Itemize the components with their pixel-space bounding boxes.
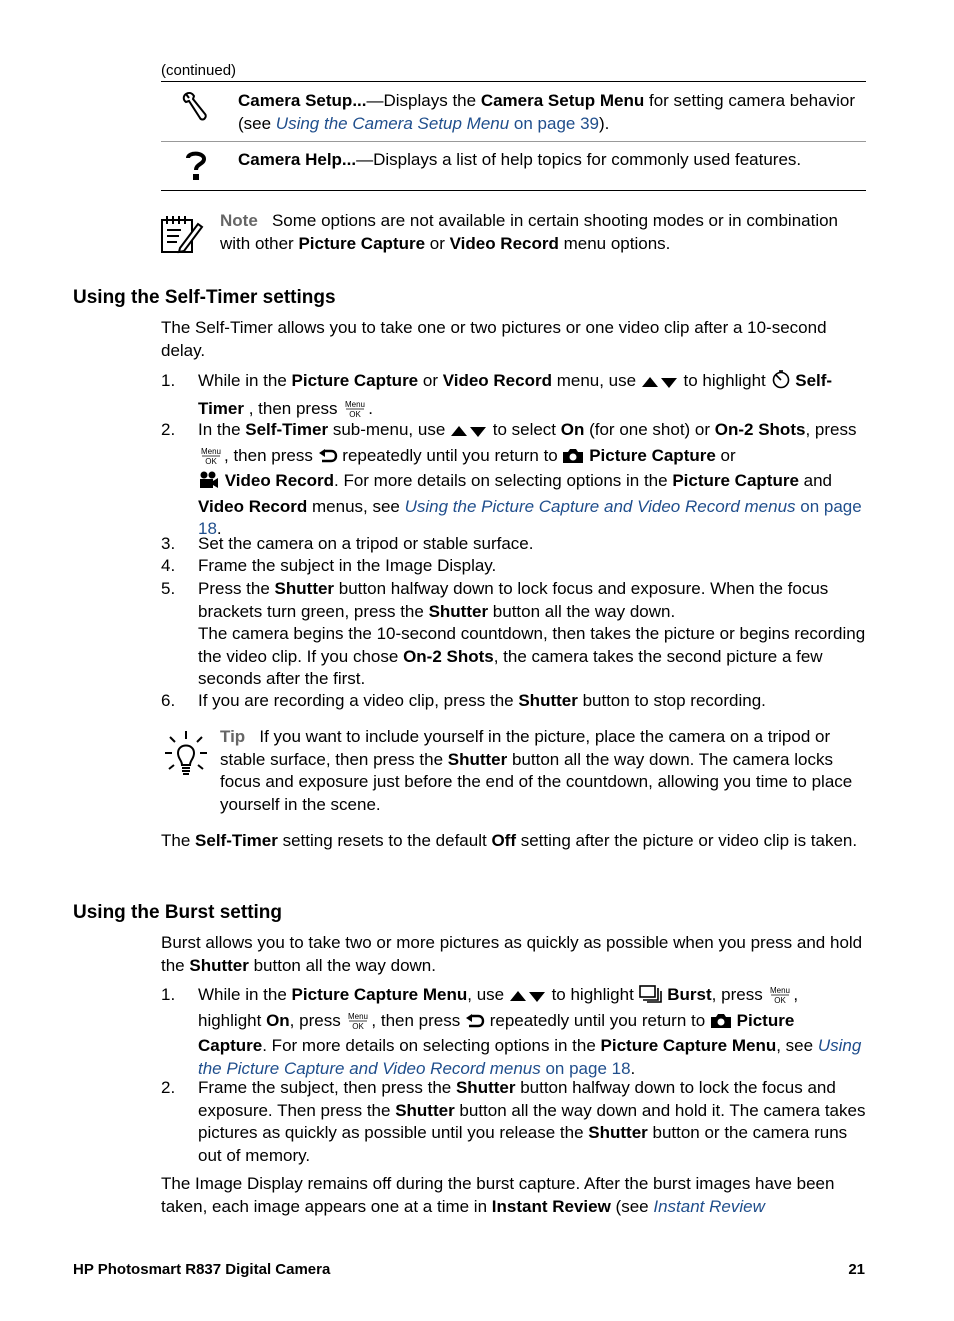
- text: .: [630, 1058, 636, 1078]
- list-item: [161, 984, 866, 1080]
- text: On: [560, 420, 585, 439]
- camera-setup-term: Camera Setup...: [238, 91, 367, 110]
- svg-text:Menu: Menu: [200, 446, 222, 456]
- text: button all the way down. The camera locks focus and exposure just before the end of the countdown, allowing you time to place yourself in the scene.: [220, 749, 853, 814]
- list-text: Frame the subject in the Image Display.: [198, 556, 497, 575]
- text: setting resets to the default: [277, 831, 492, 850]
- text: Shutter: [518, 691, 578, 710]
- link-page: on page 39: [509, 113, 600, 133]
- text: button halfway down to lock focus and exposure. When the focus brackets turn green, press the: [198, 579, 829, 621]
- text: button all the way down.: [488, 601, 676, 621]
- text: menus, see: [307, 496, 405, 516]
- svg-text:OK: OK: [349, 410, 362, 419]
- link-page: on page 18: [540, 1058, 631, 1078]
- lightbulb-icon: [163, 729, 209, 784]
- text: to select: [488, 420, 561, 439]
- text: . For more details on selecting options in the: [262, 1036, 601, 1055]
- burst-after-paragraph: [161, 1173, 866, 1218]
- list-item: [161, 368, 866, 421]
- text: Press the: [198, 579, 275, 598]
- list-item: [161, 419, 866, 541]
- text: Video Record: [224, 471, 335, 490]
- table-top-rule: [161, 81, 866, 82]
- text: If you are recording a video clip, press the: [198, 691, 519, 710]
- text: In the: [198, 420, 246, 439]
- text: , then press: [371, 1010, 465, 1030]
- video-camera-icon: [198, 471, 220, 496]
- camera-icon: [710, 1013, 732, 1036]
- menu-ok-button-icon: [198, 446, 224, 464]
- link-title: Using the Picture Capture and Video Record menus: [198, 1036, 862, 1078]
- text: While in the: [198, 371, 292, 390]
- table-bottom-rule: [161, 190, 866, 191]
- list-item: [161, 690, 866, 713]
- text: (see: [610, 1196, 654, 1216]
- text: , use: [467, 985, 509, 1004]
- camera-setup-link[interactable]: [276, 114, 599, 133]
- text: The camera begins the 10-second countdown, then takes the picture or begins recording the video clip. If you chose: [198, 624, 866, 666]
- link-title: Instant Review: [653, 1196, 765, 1216]
- list-number: 3.: [161, 534, 176, 553]
- instant-review-link[interactable]: [653, 1197, 765, 1216]
- tip-label: Tip: [220, 727, 246, 746]
- text: —Displays a list of help topics for commonly used features.: [356, 150, 802, 169]
- text: , press: [711, 985, 768, 1004]
- text: Video Record: [449, 233, 559, 253]
- continued-label: (continued): [161, 62, 237, 79]
- text: On-2 Shots: [714, 420, 806, 439]
- svg-text:Menu: Menu: [770, 986, 791, 995]
- self-timer-intro: The Self-Timer allows you to take one or two pictures or one video clip after a 10-second delay.: [161, 318, 827, 360]
- back-arrow-icon: [465, 1013, 485, 1036]
- table-row-camera-help: [238, 149, 866, 172]
- self-timer-reset-paragraph: [161, 830, 866, 853]
- menu-ok-button-icon: [767, 985, 793, 1003]
- table-row-camera-setup: [238, 90, 866, 135]
- text: Picture Capture Menu: [291, 985, 468, 1004]
- camera-icon: [562, 448, 584, 471]
- text: On: [266, 1010, 290, 1030]
- note-text: [220, 210, 866, 255]
- text: Picture Capture: [589, 445, 716, 465]
- text: (for one shot) or: [584, 420, 715, 439]
- text: Picture Capture: [298, 233, 426, 253]
- text: , see: [776, 1036, 818, 1055]
- self-timer-icon: [771, 369, 791, 396]
- text: sub-menu, use: [328, 420, 450, 439]
- table-row-rule: [161, 141, 866, 142]
- text: Picture Capture Menu: [600, 1036, 777, 1055]
- footer-title: HP Photosmart R837 Digital Camera: [73, 1261, 331, 1278]
- text: ).: [599, 113, 610, 133]
- text: Burst allows you to take two or more pictures as quickly as possible when you press and hold the: [161, 933, 863, 975]
- up-down-arrows-icon: [450, 422, 488, 445]
- text: , highlight: [198, 985, 799, 1030]
- text: , press: [289, 1010, 346, 1030]
- list-number: 1.: [161, 985, 176, 1004]
- text: .: [216, 519, 222, 538]
- text: Picture Capture: [672, 471, 799, 490]
- text: , the camera takes the second picture a few seconds after the first.: [198, 646, 823, 688]
- text: button all the way down.: [248, 955, 436, 975]
- text: repeatedly until you return to: [337, 445, 563, 465]
- list-number: 6.: [161, 691, 176, 710]
- text: Picture Capture: [291, 371, 419, 390]
- text: . For more details on selecting options in the: [334, 471, 673, 490]
- text: button halfway down to lock the focus and exposure. Then press the: [198, 1078, 836, 1120]
- text: Shutter: [274, 579, 335, 598]
- text: or: [715, 445, 736, 465]
- burst-intro: [161, 932, 866, 977]
- text: Shutter: [428, 601, 489, 621]
- list-number: 1.: [161, 371, 176, 390]
- text: Shutter: [588, 1123, 648, 1142]
- text: Shutter: [395, 1100, 455, 1120]
- text: repeatedly until you return to: [484, 1010, 710, 1030]
- text: If you want to include yourself in the picture, place the camera on a tripod or stable surface, then press the: [220, 727, 831, 769]
- text: menu options.: [558, 233, 671, 253]
- section-heading-self-timer: Using the Self-Timer settings: [73, 287, 336, 308]
- text: Instant Review: [491, 1196, 611, 1216]
- text: Shutter: [455, 1078, 516, 1097]
- menu-ok-button-icon: [345, 1011, 371, 1029]
- link-title: Using the Picture Capture and Video Record menus: [404, 496, 796, 516]
- burst-icon: [639, 985, 663, 1010]
- text: , then press: [224, 445, 318, 465]
- text: for setting camera behavior (see: [238, 91, 855, 133]
- text: The Image Display remains off during the burst capture. After the burst images have been taken, each image appears one at a time in: [161, 1174, 835, 1216]
- svg-text:Menu: Menu: [345, 400, 366, 409]
- list-number: 2.: [161, 420, 176, 439]
- text: Camera Setup Menu: [480, 91, 645, 110]
- text: Video Record: [198, 496, 308, 516]
- text: Off: [491, 831, 516, 850]
- camera-help-term: Camera Help...: [238, 150, 357, 169]
- text: Some options are not available in certain shooting modes or in combination with other: [220, 211, 839, 253]
- text: Frame the subject, then press the: [198, 1078, 456, 1097]
- section-heading-burst: Using the Burst setting: [73, 902, 283, 923]
- text: Burst: [667, 985, 712, 1004]
- list-item: [161, 555, 866, 578]
- text: button to stop recording.: [577, 691, 766, 710]
- text: to highlight: [678, 371, 771, 390]
- text: .: [368, 399, 374, 418]
- text: Shutter: [189, 955, 249, 975]
- back-arrow-icon: [318, 448, 338, 471]
- text: button all the way down and hold it. The camera takes pictures as quickly as possible until you release the: [198, 1100, 866, 1142]
- text: , then press: [244, 399, 343, 418]
- text: Shutter: [447, 749, 508, 769]
- text: Video Record: [442, 371, 552, 390]
- text: Picture Capture: [198, 1010, 795, 1055]
- text: While in the: [198, 985, 292, 1004]
- link-page: on page 18: [198, 496, 862, 538]
- tip-text: [220, 726, 866, 816]
- wrench-icon: [180, 90, 210, 129]
- link-title: Using the Camera Setup Menu: [275, 113, 510, 133]
- list-number: 2.: [161, 1078, 176, 1097]
- text: , press: [805, 420, 857, 439]
- list-number: 4.: [161, 556, 176, 575]
- page-number: 21: [848, 1261, 865, 1278]
- text: Self-Timer: [245, 420, 329, 439]
- svg-text:Menu: Menu: [348, 1011, 369, 1021]
- text: button or the camera runs out of memory.: [198, 1123, 848, 1165]
- text: menu, use: [551, 371, 641, 390]
- menu-ok-button-icon: [342, 399, 368, 417]
- note-label: Note: [220, 211, 258, 230]
- text: or: [425, 233, 450, 253]
- text: and: [798, 471, 832, 490]
- svg-text:OK: OK: [352, 1021, 365, 1031]
- text: or: [418, 371, 443, 390]
- list-text: Set the camera on a tripod or stable surface.: [198, 534, 534, 553]
- question-icon: [185, 150, 207, 187]
- list-item: [161, 533, 866, 556]
- text: to highlight: [546, 985, 639, 1004]
- text: Self-Timer: [195, 831, 278, 850]
- up-down-arrows-icon: [509, 987, 547, 1010]
- svg-text:OK: OK: [205, 456, 217, 466]
- text: —Displays the: [366, 91, 481, 110]
- list-item: [161, 578, 866, 691]
- list-number: 5.: [161, 579, 176, 598]
- up-down-arrows-icon: [641, 371, 679, 396]
- list-item: [161, 1077, 866, 1167]
- text: On-2 Shots: [403, 646, 494, 666]
- text: Self-Timer: [198, 371, 833, 418]
- svg-text:OK: OK: [774, 996, 787, 1005]
- text: setting after the picture or video clip is taken.: [515, 831, 858, 850]
- note-icon: [158, 212, 204, 261]
- text: The: [161, 831, 196, 850]
